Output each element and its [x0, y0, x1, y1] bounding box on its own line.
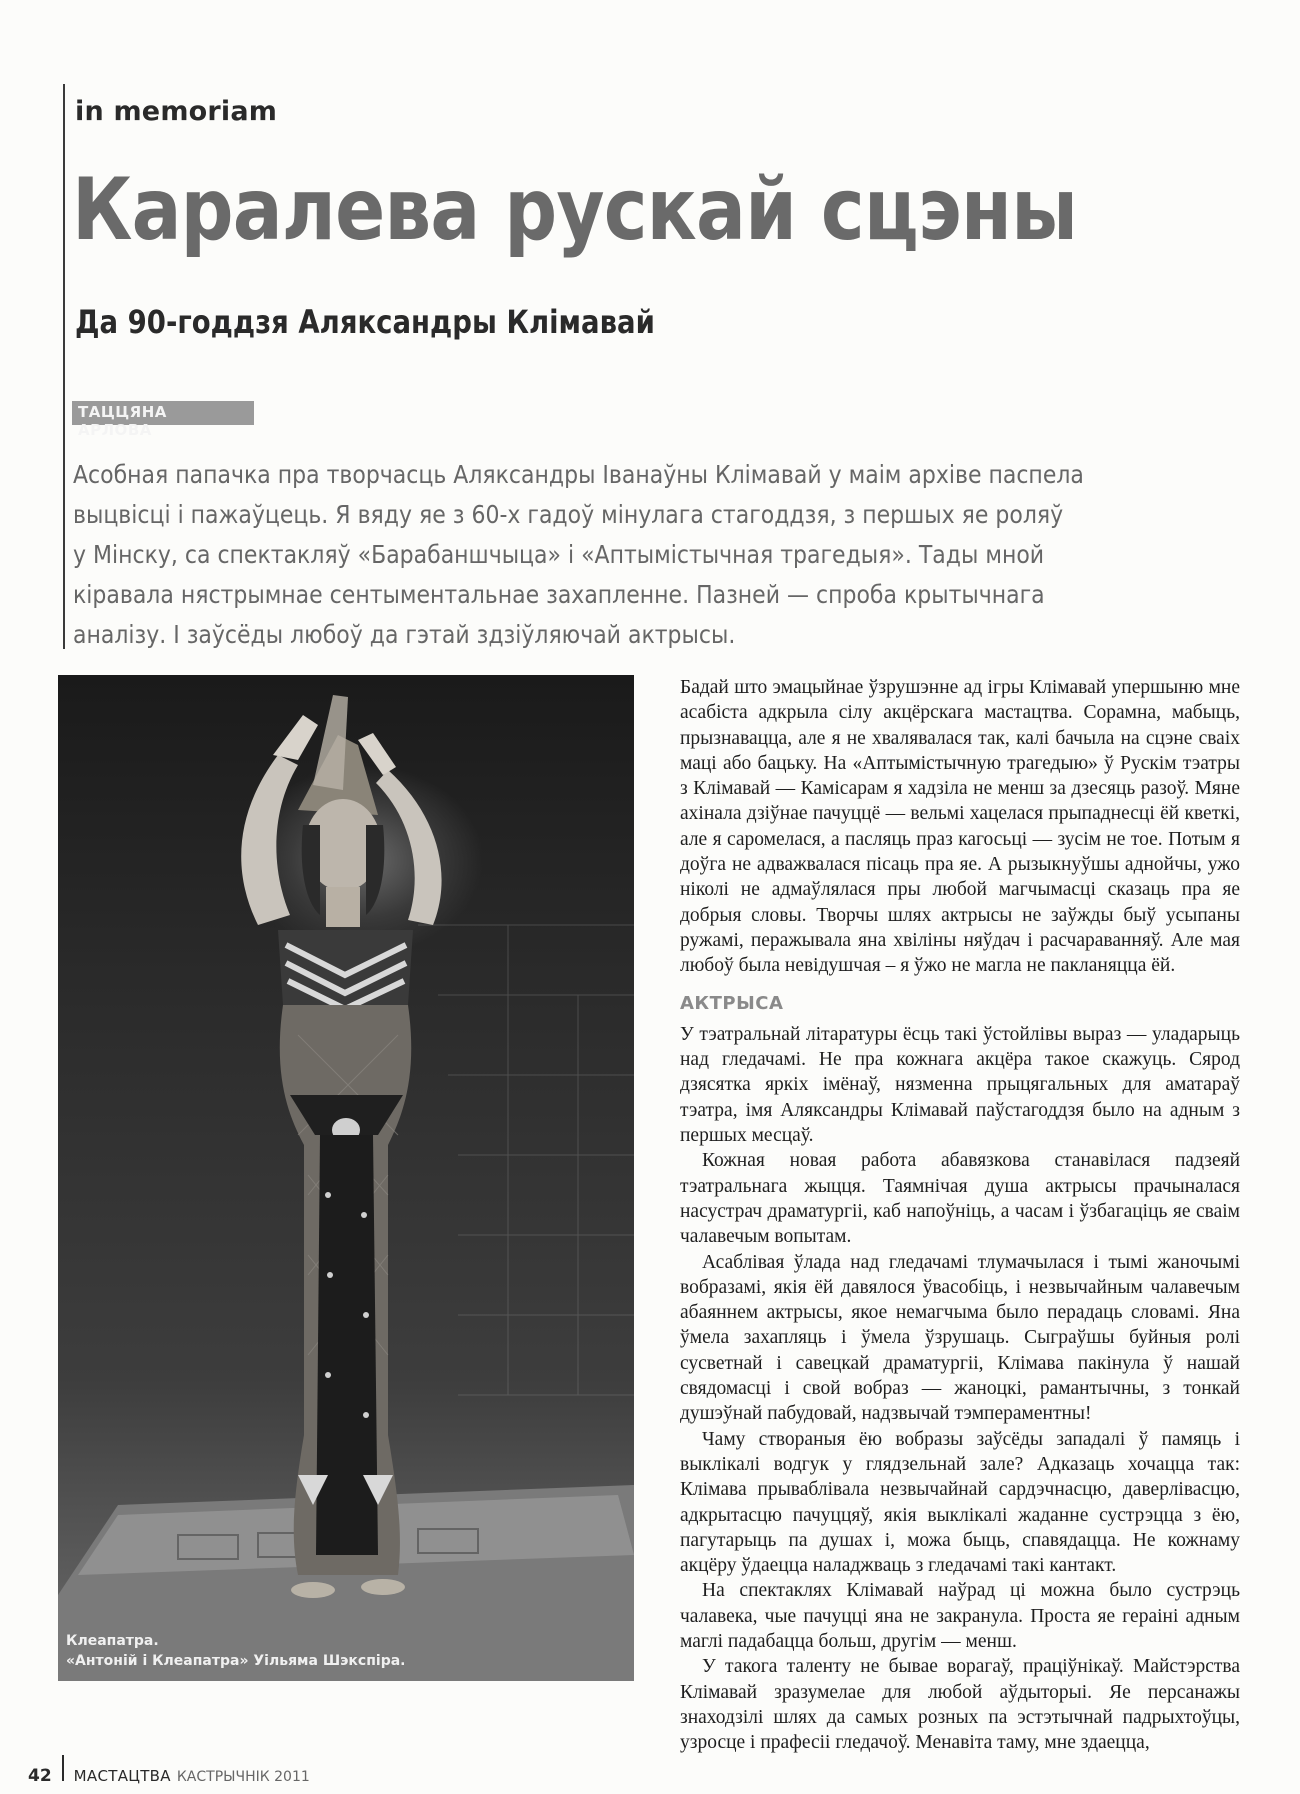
article-paragraph: У такога таленту не бывае ворагаў, праціўнікаў. Майстэрства Клімавай зразумелае для любой аўдыторыі. Яе персанажы знаходзілі шлях да самых розных па эстэтычнай падрыхтоўцы, узросце і прафесіі гледачоў. Менавіта таму, мне здаецца,: [680, 1656, 1240, 1754]
section-heading: АКТРЫСА: [680, 992, 784, 1014]
lead-line: выцвісці і пажаўцець. Я вяду яе з 60-х гадоў мінулага стагоддзя, з першых яе роляў: [73, 500, 1064, 529]
article-paragraph: На спектаклях Клімавай наўрад ці можна было сустрэць чалавека, чые пачуцці яна не закранула. Проста яе гераіні адным маглі падабацца больш, другім — менш.: [680, 1580, 1240, 1652]
footer-divider: [62, 1755, 64, 1781]
photo-caption: [66, 1631, 405, 1671]
lead-line: у Мінску, са спектакляў «Барабаншчыца» і «Аптымістычная трагедыя». Тады мной: [73, 540, 1045, 569]
section-tag: in memoriam: [75, 96, 278, 127]
left-vertical-rule: [63, 84, 65, 649]
lead-line: Асобная папачка пра творчасць Аляксандры Іванаўны Клімавай у маім архіве паспела: [73, 460, 1084, 489]
article-body: [680, 675, 1240, 1755]
article-paragraph: Бадай што эмацыйнае ўзрушэнне ад ігры Клімавай упершыню мне асабіста адкрыла сілу акцёрскага мастацтва. Сорамна, мабыць, прызнавацца, але я не хвалявалася так, калі бачыла на сцэне сваіх маці або бацьку. На «Аптымістычную трагедыю» ў Рускім тэатры з Клімавай — Камісарам я хадзіла не менш за дзесяць разоў. Мяне ахінала дзіўнае пачуццё — вельмі хацелася прыпаднесці ёй кветкі, але я саромелася, а пасляць праз кагосьці — зусім не тое. Потым я доўга не адважвалася пісаць пра яе. А рызыкнуўшы аднойчы, ужо ніколі не адмаўлялася пры любой магчымасці сказаць пра яе добрыя словы. Творчы шлях актрысы не заўжды быў усыпаны ружамі, перажывала яна хвіліны няўдач і расчараванняў. Але мая любоў была невідушчая – я ўжо не магла не пакланяцца ёй.: [680, 677, 1240, 977]
article-paragraph: У тэатральнай літаратуры ёсць такі ўстойлівы выраз — уладарыць над гледачамі. Не пра кожнага акцёра такое скажуць. Сярод дзясятка яркіх імёнаў, нязменна прыцягальных для аматараў тэатра, імя Аляксандры Клімавай паўстагоддзя было на адным з першых месцаў.: [680, 1023, 1240, 1147]
magazine-name: МАСТАЦТВА: [73, 1767, 171, 1785]
caption-line: «Антоній і Клеапатра» Уільяма Шэкспіра.: [66, 1653, 406, 1669]
article-paragraph: Асаблівая ўлада над гледачамі тлумачылася і тымі жаночымі вобразамі, якія ёй давялося ўвасобіць, і незвычайным чалавечым абаяннем актрысы, якое немагчыма было перадаць словамі. Яна ўмела захапляць і ўмела ўзрушаць. Сыграўшы буйныя ролі сусветнай і савецкай драматургіі, Клімава пакінула ў нашай свядомасці і свой вобраз — жаноцкі, рамантычны, з тонкай душэўнай пабудовай, надзвычай тэмпераментны!: [680, 1251, 1240, 1425]
article-paragraph: Кожная новая работа абавязкова станавілася падзеяй тэатральнага жыцця. Таямнічая душа актрысы прачыналася насустрач драматургіі, каб напоўніць, а часам і ўзбагаціць яе сваім чалавечым вопытам.: [680, 1150, 1240, 1248]
caption-line: Клеапатра.: [66, 1633, 159, 1649]
lead-paragraph: [73, 455, 1084, 655]
issue-date: КАСТРЫЧНІК 2011: [176, 1769, 310, 1785]
lead-line: кіравала нястрымнае сентыментальнае захапленне. Пазней — спроба крытычнага: [73, 580, 1045, 609]
lead-line: аналізу. І заўсёды любоў да гэтай здзіўляючай актрысы.: [73, 620, 736, 649]
headline: Каралева рускай сцэны: [72, 160, 1078, 260]
article-paragraph: Чаму створаныя ёю вобразы заўсёды западалі ў памяць і выклікалі водгук у глядзельнай зале? Адказаць хочацца так: Клімава прываблівала незвычайнай сардэчнасцю, даверлівасцю, адкрытасцю пачуццяў, якія выклікалі жаданне сустрэцца з ёю, пагутарыць па душах і, можа быць, спавядацца. Не кожнаму акцёру ўдаецца наладжваць з гледачамі такі кантакт.: [680, 1428, 1240, 1577]
page-footer: [28, 1755, 310, 1786]
author-byline: ТАЦЦЯНА АРЛОВА: [72, 401, 254, 425]
actress-figure-illustration: [58, 675, 634, 1681]
actress-photo: [58, 675, 634, 1681]
subtitle: Да 90-годдзя Аляксандры Клімавай: [75, 303, 655, 341]
page-number: 42: [28, 1766, 52, 1786]
